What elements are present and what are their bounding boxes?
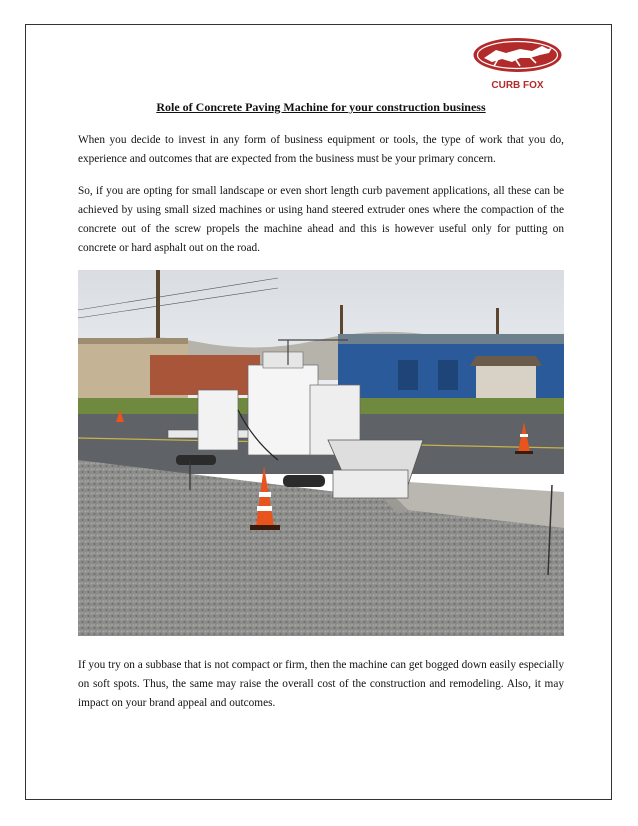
paving-machine-photo xyxy=(78,270,564,636)
document-title: Role of Concrete Paving Machine for your construction business xyxy=(156,100,486,114)
paragraph-3: If you try on a subbase that is not compact or firm, then the machine can get bogged down easily especially on soft spots. Thus, the same may raise the overall cost of the construction and remodeling. Also, it may impact on your brand appeal and outcomes. xyxy=(78,659,564,709)
logo-text: CURB FOX xyxy=(491,80,544,91)
paragraph-2: So, if you are opting for small landscape or even short length curb pavement applications, all these can be achieved by using small sized machines or using hand steered extruder ones where the compaction of the concrete out of the screw propels the machine ahead and this is however useful only for putting on concrete or hard asphalt out on the road. xyxy=(78,185,564,254)
paragraph-1: When you decide to invest in any form of business equipment or tools, the type of work that you do, experience and outcomes that are expected from the business must be your primary concern. xyxy=(78,134,564,165)
curb-fox-logo xyxy=(470,36,565,94)
